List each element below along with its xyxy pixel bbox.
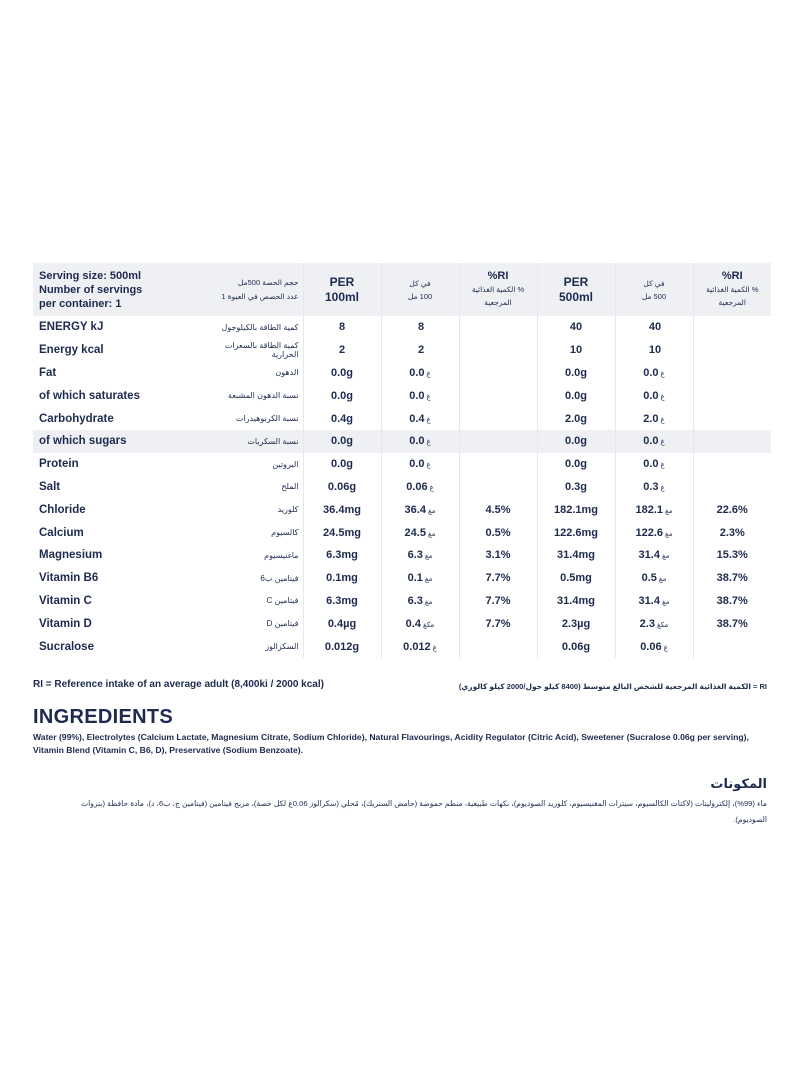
nutrient-name-ar: فيتامين C <box>266 596 299 606</box>
value: 0.06 <box>406 480 428 493</box>
nutrition-table-body <box>33 316 771 658</box>
unit-ar: مغ <box>661 598 670 606</box>
unit-ar: غ <box>660 462 665 470</box>
nutrient-name-ar: كالسيوم <box>271 528 299 538</box>
nutrient-name: Vitamin C <box>39 594 92 607</box>
nutrient-name-ar: كمية الطاقة بالسعرات الحرارية <box>224 341 299 360</box>
value-per100: 8 <box>303 316 381 339</box>
value-per100-ar <box>381 612 459 635</box>
value-per100: 0.0g <box>303 453 381 476</box>
table-row <box>33 544 771 567</box>
ri-per100 <box>459 316 537 339</box>
nutrition-table-container <box>33 263 767 658</box>
col-per500-line2: 500ml <box>558 289 594 304</box>
value-per100: 0.0g <box>303 430 381 453</box>
ri-per100 <box>459 430 537 453</box>
ingredients-title: INGREDIENTS <box>33 706 173 728</box>
ri-per100: 3.1% <box>459 544 537 567</box>
value: 36.4 <box>404 503 426 516</box>
value: 6.3 <box>407 594 423 607</box>
value-per100: 24.5mg <box>303 521 381 544</box>
nutrient-name-ar: فيتامين ب6 <box>260 573 299 583</box>
ri-per100 <box>459 476 537 499</box>
col-ri100 <box>459 263 537 316</box>
table-row <box>33 362 771 385</box>
value-per500-ar <box>615 407 693 430</box>
ri-per100 <box>459 635 537 658</box>
unit-ar: غ <box>426 393 431 401</box>
value: 2 <box>417 344 425 357</box>
nutrient-name: Calcium <box>39 526 84 539</box>
value-per100: 0.4µg <box>303 612 381 635</box>
serving-info <box>33 263 203 316</box>
nutrient-name-ar: البروتين <box>272 459 299 469</box>
ri-per500 <box>693 339 771 362</box>
value: 0.5 <box>641 572 657 585</box>
nutrient-name: Fat <box>39 366 57 379</box>
value-per500-ar <box>615 476 693 499</box>
nutrient-name-ar: نسبة الكربوهيدرات <box>235 414 299 424</box>
unit-ar: غ <box>426 370 431 378</box>
value-per100: 0.0g <box>303 362 381 385</box>
nutrient-name: Chloride <box>39 503 86 516</box>
table-row <box>33 635 771 658</box>
nutrient-name: of which sugars <box>39 435 127 448</box>
table-row <box>33 476 771 499</box>
value: 2.3 <box>639 617 655 630</box>
ri-per500: 38.7% <box>693 590 771 613</box>
value: 0.0 <box>643 366 659 379</box>
col-ri500-ar-line1: % الكمية الغذائية <box>706 285 759 294</box>
value-per500: 40 <box>537 316 615 339</box>
unit-ar: مغ <box>424 576 433 584</box>
value: 0.0 <box>409 389 425 402</box>
col-per500-ar <box>615 263 693 316</box>
unit-ar: غ <box>660 439 665 447</box>
col-ri500-ar-line2: المرجعية <box>718 298 746 307</box>
value-per500: 0.5mg <box>537 567 615 590</box>
unit-ar: مغ <box>661 553 670 561</box>
unit-ar: مغ <box>427 530 436 538</box>
table-row <box>33 453 771 476</box>
table-row <box>33 316 771 339</box>
col-per100 <box>303 263 381 316</box>
value: 8 <box>417 321 425 334</box>
value-per500-ar <box>615 384 693 407</box>
value: 0.06 <box>640 640 662 653</box>
value-per100: 6.3mg <box>303 590 381 613</box>
unit-ar: مغ <box>427 507 436 515</box>
ri-per500 <box>693 453 771 476</box>
value: 6.3 <box>407 549 423 562</box>
value: 2.0 <box>643 412 659 425</box>
col-per100-line1: PER <box>329 274 355 289</box>
serving-size-ar: حجم الحصة 500مل <box>237 277 299 287</box>
value: 0.0 <box>643 389 659 402</box>
value-per100: 0.012g <box>303 635 381 658</box>
unit-ar: غ <box>429 484 434 492</box>
ri-per100 <box>459 407 537 430</box>
value-per500-ar <box>615 339 693 362</box>
value-per500-ar <box>615 544 693 567</box>
value-per500-ar <box>615 590 693 613</box>
value-per100: 0.4g <box>303 407 381 430</box>
ri-per500 <box>693 635 771 658</box>
value-per500: 10 <box>537 339 615 362</box>
table-header-row <box>33 263 771 316</box>
value: 31.4 <box>638 594 660 607</box>
ri-note-ar: RI = الكمية الغذائية المرجعية للشخص البالغ متوسط (8400 كيلو جول/2000 كيلو كالوري) <box>458 682 767 691</box>
value: 0.012 <box>403 640 431 653</box>
value: 122.6 <box>635 526 664 539</box>
table-row <box>33 590 771 613</box>
nutrient-name: Protein <box>39 458 79 471</box>
ri-per100 <box>459 362 537 385</box>
value-per500-ar <box>615 498 693 521</box>
unit-ar: مغ <box>424 553 433 561</box>
nutrient-name-ar: فيتامين D <box>266 619 299 629</box>
ingredients-text-ar: ماء (99%)، إلكتروليتات (لاكتات الكالسيوم، سيترات المغنيسيوم، كلوريد الصوديوم)، نكهات طبيعية، منظم حموضة (حامض الستريك)، مُحلي (سكرالوز 0.06غ لكل حصة)، مزيج فيتامين (فيتامين ج، ب6، د)، مادة حافظة (بنزوات الصوديوم). <box>81 799 767 824</box>
ri-per500 <box>693 430 771 453</box>
value-per100-ar <box>381 339 459 362</box>
ri-per500: 2.3% <box>693 521 771 544</box>
value: 24.5 <box>404 526 426 539</box>
col-per100-ar-line1: في كل <box>409 278 431 288</box>
unit-ar: غ <box>660 370 665 378</box>
ri-note: RI = Reference intake of an average adult (8,400ki / 2000 kcal) <box>33 679 324 690</box>
value: 0.0 <box>643 435 659 448</box>
value-per500-ar <box>615 612 693 635</box>
unit-ar: غ <box>432 644 437 652</box>
unit-ar: مغ <box>658 576 667 584</box>
servings-count: per container: 1 <box>39 297 122 310</box>
nutrient-name-ar: نسبة الدهون المشبعة <box>227 391 299 401</box>
table-row <box>33 612 771 635</box>
value-per100-ar <box>381 453 459 476</box>
ri-per500 <box>693 407 771 430</box>
value-per500: 0.0g <box>537 453 615 476</box>
ri-per500 <box>693 384 771 407</box>
value: 0.0 <box>409 435 425 448</box>
value-per100-ar <box>381 567 459 590</box>
table-row <box>33 407 771 430</box>
value-per500: 0.0g <box>537 430 615 453</box>
nutrient-name: Energy kcal <box>39 344 104 357</box>
value-per100-ar <box>381 590 459 613</box>
nutrient-name-ar: كلوريد <box>277 505 299 515</box>
table-row <box>33 498 771 521</box>
unit-ar: مغ <box>665 507 673 515</box>
value: 0.0 <box>643 458 659 471</box>
col-per100-ar-line2: 100 مل <box>407 291 433 301</box>
value: 0.1 <box>407 572 423 585</box>
ri-per500: 38.7% <box>693 612 771 635</box>
value-per100-ar <box>381 635 459 658</box>
table-row <box>33 567 771 590</box>
value: 0.0 <box>409 458 425 471</box>
ri-per100: 7.7% <box>459 567 537 590</box>
unit-ar: مكغ <box>656 621 669 629</box>
serving-size: Serving size: 500ml <box>39 269 142 282</box>
ri-per100: 7.7% <box>459 612 537 635</box>
nutrient-name-ar: الدهون <box>275 368 299 378</box>
ri-per100: 0.5% <box>459 521 537 544</box>
table-row <box>33 339 771 362</box>
value-per500: 31.4mg <box>537 590 615 613</box>
ri-per100 <box>459 453 537 476</box>
value-per500: 0.0g <box>537 384 615 407</box>
col-per100-ar <box>381 263 459 316</box>
ri-per500: 22.6% <box>693 498 771 521</box>
value-per100-ar <box>381 362 459 385</box>
value: 0.4 <box>409 412 425 425</box>
value-per100: 36.4mg <box>303 498 381 521</box>
servings-label: Number of servings <box>39 283 143 296</box>
unit-ar: غ <box>426 416 431 424</box>
ri-per500: 38.7% <box>693 567 771 590</box>
col-ri500-label: %RI <box>721 270 743 282</box>
value-per500: 2.3µg <box>537 612 615 635</box>
value-per500-ar <box>615 521 693 544</box>
col-per100-line2: 100ml <box>324 289 360 304</box>
col-ri500 <box>693 263 771 316</box>
value: 0.0 <box>409 366 425 379</box>
value-per500-ar <box>615 316 693 339</box>
servings-count-ar: عدد الحصص في العبوة 1 <box>221 291 299 301</box>
ri-per500 <box>693 362 771 385</box>
ri-per100 <box>459 384 537 407</box>
value-per500: 0.0g <box>537 362 615 385</box>
ri-per500: 15.3% <box>693 544 771 567</box>
value-per500: 0.3g <box>537 476 615 499</box>
col-ri100-label: %RI <box>487 270 509 282</box>
value-per100-ar <box>381 316 459 339</box>
nutrient-name: of which saturates <box>39 389 140 402</box>
table-row <box>33 384 771 407</box>
value-per500-ar <box>615 453 693 476</box>
value-per100-ar <box>381 521 459 544</box>
value-per100: 2 <box>303 339 381 362</box>
serving-info-ar <box>203 263 303 316</box>
col-per500-ar-line2: 500 مل <box>641 291 667 301</box>
col-per500-line1: PER <box>563 274 589 289</box>
nutrient-name-ar: نسبة السكريات <box>247 436 299 446</box>
value-per500: 122.6mg <box>537 521 615 544</box>
value-per100-ar <box>381 476 459 499</box>
value-per100: 0.0g <box>303 384 381 407</box>
table-row <box>33 521 771 544</box>
nutrient-name: Salt <box>39 480 61 493</box>
value: 182.1 <box>635 503 664 516</box>
ingredients-title-ar: المكونات <box>710 776 767 791</box>
unit-ar: غ <box>660 416 665 424</box>
ri-per100 <box>459 339 537 362</box>
unit-ar: مكغ <box>422 621 435 629</box>
col-ri100-ar-line1: % الكمية الغذائية <box>471 285 525 294</box>
ri-per100: 7.7% <box>459 590 537 613</box>
value-per100-ar <box>381 544 459 567</box>
value-per500: 31.4mg <box>537 544 615 567</box>
value: 31.4 <box>638 549 660 562</box>
unit-ar: مغ <box>424 598 433 606</box>
value-per500-ar <box>615 635 693 658</box>
value-per500: 182.1mg <box>537 498 615 521</box>
value-per100-ar <box>381 498 459 521</box>
value-per100: 6.3mg <box>303 544 381 567</box>
ri-per500 <box>693 316 771 339</box>
ingredients-text: Water (99%), Electrolytes (Calcium Lactate, Magnesium Citrate, Sodium Chloride), Natural Flavourings, Acidity Regulator (Citric Acid), Sweetener (Sucralose 0.06g per serving), Vitamin Blend (Vitamin C, B6, D), Preservative (Sodium Benzoate). <box>33 732 749 755</box>
value-per100: 0.1mg <box>303 567 381 590</box>
value: 40 <box>648 321 662 334</box>
value: 0.3 <box>643 480 659 493</box>
nutrient-name-ar: ماغنيسيوم <box>264 550 299 560</box>
table-row <box>33 430 771 453</box>
value-per100-ar <box>381 430 459 453</box>
value: 10 <box>648 344 662 357</box>
nutrient-name: Vitamin D <box>39 617 92 630</box>
ri-per500 <box>693 476 771 499</box>
col-per500 <box>537 263 615 316</box>
unit-ar: غ <box>660 484 665 492</box>
nutrient-name-ar: السكرالوز <box>265 642 299 652</box>
value-per500: 0.06g <box>537 635 615 658</box>
value-per100-ar <box>381 384 459 407</box>
value-per500: 2.0g <box>537 407 615 430</box>
value-per500-ar <box>615 362 693 385</box>
unit-ar: غ <box>426 439 431 447</box>
nutrient-name-ar: كمية الطاقة بالكيلوجول <box>221 322 299 332</box>
col-ri100-ar-line2: المرجعية <box>484 298 512 307</box>
unit-ar: مغ <box>665 530 673 538</box>
nutrient-name: Vitamin B6 <box>39 572 99 585</box>
ri-per100: 4.5% <box>459 498 537 521</box>
nutrient-name: Magnesium <box>39 549 103 562</box>
nutrient-name-ar: الملح <box>281 482 299 492</box>
value-per500-ar <box>615 430 693 453</box>
unit-ar: غ <box>426 462 431 470</box>
nutrient-name: Sucralose <box>39 640 94 653</box>
col-per500-ar-line1: في كل <box>643 278 665 288</box>
value: 0.4 <box>405 617 421 630</box>
unit-ar: غ <box>663 644 668 652</box>
nutrient-name: ENERGY kJ <box>39 321 104 334</box>
nutrient-name: Carbohydrate <box>39 412 114 425</box>
unit-ar: غ <box>660 393 665 401</box>
value-per100: 0.06g <box>303 476 381 499</box>
nutrition-table <box>33 263 771 658</box>
value-per500-ar <box>615 567 693 590</box>
value-per100-ar <box>381 407 459 430</box>
